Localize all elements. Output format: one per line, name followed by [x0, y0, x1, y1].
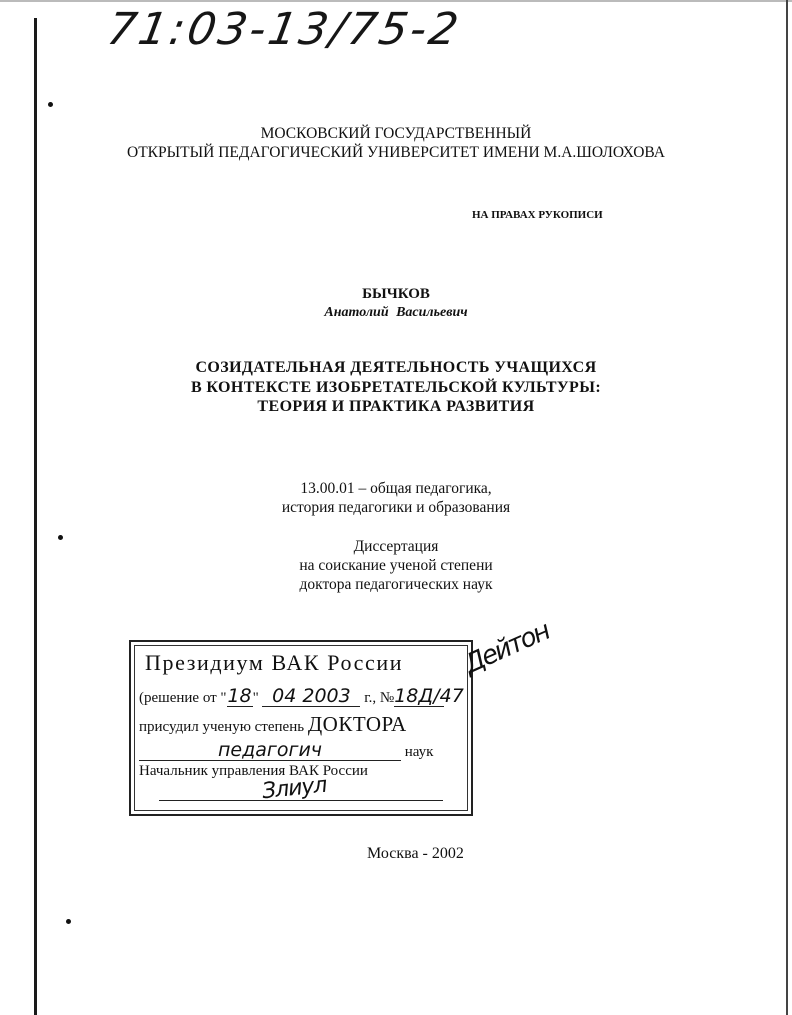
stamp-g-no: г., № — [364, 690, 395, 706]
university-name — [0, 124, 792, 162]
punch-hole-mark — [66, 919, 71, 924]
stamp-head-line: Начальник управления ВАК России — [139, 763, 368, 779]
stamp-day: 18 — [227, 685, 252, 707]
author-name: Анатолий Васильевич — [324, 305, 468, 320]
side-signature: Дейтон — [459, 616, 554, 680]
stamp-sciences: наук — [404, 744, 434, 760]
title-line-2: В КОНТЕКСТЕ ИЗОБРЕТАТЕЛЬСКОЙ КУЛЬТУРЫ: — [190, 378, 602, 396]
dissertation-line-3: доктора педагогических наук — [299, 576, 493, 593]
title-line-1: СОЗИДАТЕЛЬНАЯ ДЕЯТЕЛЬНОСТЬ УЧАЩИХСЯ — [195, 359, 597, 376]
stamp-number: 18Д/47 — [394, 685, 464, 707]
stamp-degree: ДОКТОРА — [307, 712, 407, 736]
stamp-decision-line — [139, 685, 464, 707]
specialty-line-2: история педагогики и образования — [281, 499, 511, 516]
stamp-title: Президиум ВАК России — [145, 650, 404, 675]
stamp-head-signature: Злиул — [260, 772, 328, 805]
title-line-3: ТЕОРИЯ И ПРАКТИКА РАЗВИТИЯ — [257, 398, 535, 415]
specialty-line-1: 13.00.01 – общая педагогика, — [300, 480, 492, 497]
university-line-2: ОТКРЫТЫЙ ПЕДАГОГИЧЕСКИЙ УНИВЕРСИТЕТ ИМЕНИ М.А.ШОЛОХОВА — [127, 144, 665, 161]
specialty — [0, 479, 792, 517]
dissertation-line-1: Диссертация — [353, 538, 439, 555]
stamp-awarded-prefix: присудил ученую степень — [139, 719, 305, 735]
stamp-quote: " — [252, 690, 259, 706]
stamp-awarded-line — [139, 712, 407, 737]
author-surname: БЫЧКОВ — [362, 286, 430, 302]
dissertation-title — [0, 358, 792, 417]
punch-hole-mark — [48, 102, 53, 107]
archive-code: 71:03-13/75-2 — [103, 4, 465, 55]
stamp-month-year: 04 2003 — [262, 686, 360, 707]
stamp-field: педагогич — [139, 740, 401, 761]
scan-top-edge — [0, 0, 792, 2]
dissertation-type — [0, 537, 792, 594]
city-year: Москва - 2002 — [367, 845, 464, 862]
university-line-1: МОСКОВСКИЙ ГОСУДАРСТВЕННЫЙ — [260, 125, 532, 142]
manuscript-rights: НА ПРАВАХ РУКОПИСИ — [472, 209, 603, 221]
dissertation-line-2: на соискание ученой степени — [299, 557, 493, 574]
stamp-field-line — [139, 740, 433, 761]
stamp-decision-prefix: (решение от " — [139, 690, 227, 706]
